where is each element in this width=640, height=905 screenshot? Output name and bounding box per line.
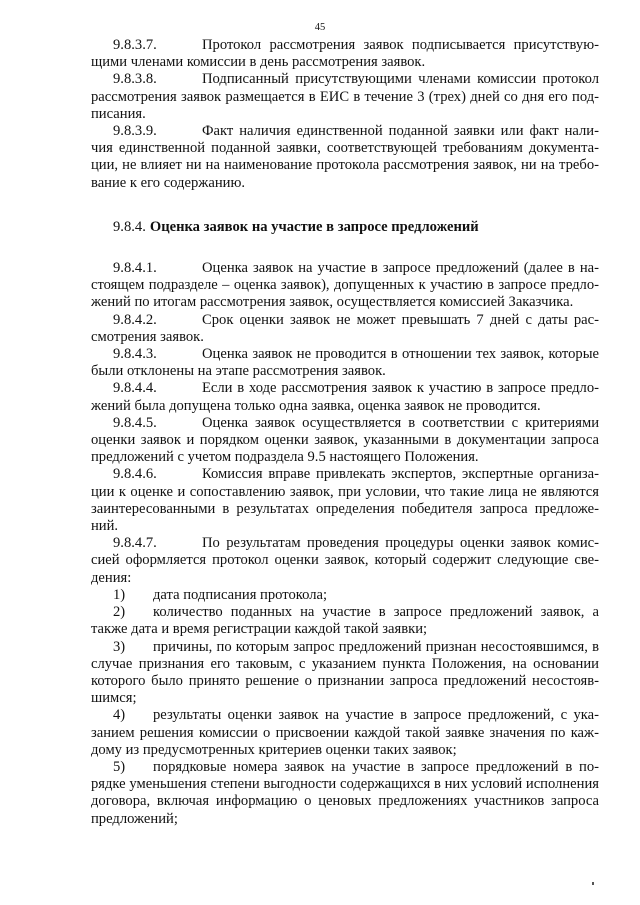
list-item-number: 3) xyxy=(113,638,126,655)
list-item xyxy=(91,639,599,708)
clause-text: Оценка заявок осуществляется в соответствии с критериями оценки заявок и порядком оценки заявок, указанными в документации запроса предложений с учетом подраздела 9.5 настоящего Положения. xyxy=(91,414,599,466)
list-item-text: причины, по которым запрос предложений признан несостоявшимся, в случае признания его таковым, с указанием пункта Положения, на основании которого было принято решение о признании запроса предложений несостоявшимся; xyxy=(91,638,599,707)
list-item xyxy=(91,759,599,828)
clause-text: Оценка заявок на участие в запросе предложений (далее в настоящем подразделе – оценка заявок), допущенных к участию в запросе предложений по итогам рассмотрения заявок, осуществляется комиссией Заказчика. xyxy=(91,260,599,311)
document-body xyxy=(91,37,599,828)
clause-text: Срок оценки заявок не может превышать 7 дней с даты рассмотрения заявок. xyxy=(91,311,599,345)
list-item-text: порядковые номера заявок на участие в запросе предложений в порядке уменьшения степени выгодности содержащихся в них условий исполнения договора, включая информацию о ценовых предложениях участников запроса предложений; xyxy=(91,758,599,827)
clause-9-8-3-9 xyxy=(91,123,599,192)
clause-number: 9.8.3.8. xyxy=(113,71,157,88)
clause-9-8-4-7 xyxy=(91,535,599,587)
clause-number: 9.8.3.9. xyxy=(113,123,157,140)
list-item xyxy=(91,707,599,759)
list-item-text: дата подписания протокола; xyxy=(153,586,328,603)
clause-number: 9.8.4.7. xyxy=(113,535,157,552)
clause-9-8-4-1 xyxy=(91,260,599,312)
clause-9-8-4-2 xyxy=(91,312,599,346)
section-number: 9.8.4. xyxy=(113,218,146,235)
clause-text: Комиссия вправе привлекать экспертов, экспертные организации к оценке и сопоставлению заявок, при условии, что такие лица не являются заинтересованными в результатах определения победителя запроса предложений. xyxy=(91,466,599,535)
list-item-number: 5) xyxy=(113,758,126,775)
list-item-text: количество поданных на участие в запросе предложений заявок, а также дата и время регистрации каждой такой заявки; xyxy=(91,604,599,638)
list-item xyxy=(91,604,599,638)
clause-number: 9.8.4.5. xyxy=(113,414,157,431)
clause-9-8-3-8 xyxy=(91,71,599,123)
clause-text: По результатам проведения процедуры оценки заявок комиссией оформляется протокол оценки заявок, который содержит следующие сведения: xyxy=(91,535,599,586)
clause-text: Протокол рассмотрения заявок подписывается присутствующими членами комиссии в день рассмотрения заявок. xyxy=(91,37,599,71)
clause-text: Оценка заявок не проводится в отношении тех заявок, которые были отклонены на этапе рассмотрения заявок. xyxy=(91,346,599,380)
list-item xyxy=(91,587,599,604)
clause-number: 9.8.4.4. xyxy=(113,380,157,397)
list-item-number: 1) xyxy=(113,586,126,603)
page-number: 45 xyxy=(314,22,326,33)
section-heading xyxy=(91,219,599,236)
clause-text: Факт наличия единственной поданной заявки или факт наличия единственной поданной заявки, соответствующей требованиям документации, не влияет ни на наименование протокола рассмотрения заявок, ни на требование к его содержанию. xyxy=(91,123,599,191)
clause-9-8-4-3 xyxy=(91,346,599,380)
clause-number: 9.8.4.6. xyxy=(113,466,157,483)
clause-number: 9.8.4.1. xyxy=(113,260,157,277)
list-item-number: 4) xyxy=(113,707,126,724)
scan-speck xyxy=(592,882,594,885)
clause-9-8-4-5 xyxy=(91,415,599,467)
clause-number: 9.8.3.7. xyxy=(113,37,157,53)
clause-9-8-4-6 xyxy=(91,466,599,535)
list-item-text: результаты оценки заявок на участие в запросе предложений, с указанием решения комиссии о присвоении каждой такой заявке значения по каждому из предусмотренных критериев оценки таких заявок; xyxy=(91,707,599,758)
clause-9-8-4-4 xyxy=(91,380,599,414)
clause-text: Подписанный присутствующими членами комиссии протокол рассмотрения заявок размещается в ЕИС в течение 3 (трех) дней со дня его подписания. xyxy=(91,71,599,122)
clause-9-8-3-7 xyxy=(91,37,599,71)
clause-text: Если в ходе рассмотрения заявок к участию в запросе предложений была допущена только одна заявка, оценка заявок не проводится. xyxy=(91,380,599,414)
list-item-number: 2) xyxy=(113,604,126,621)
section-title: Оценка заявок на участие в запросе предложений xyxy=(149,218,479,235)
clause-number: 9.8.4.2. xyxy=(113,311,157,328)
clause-number: 9.8.4.3. xyxy=(113,346,157,363)
